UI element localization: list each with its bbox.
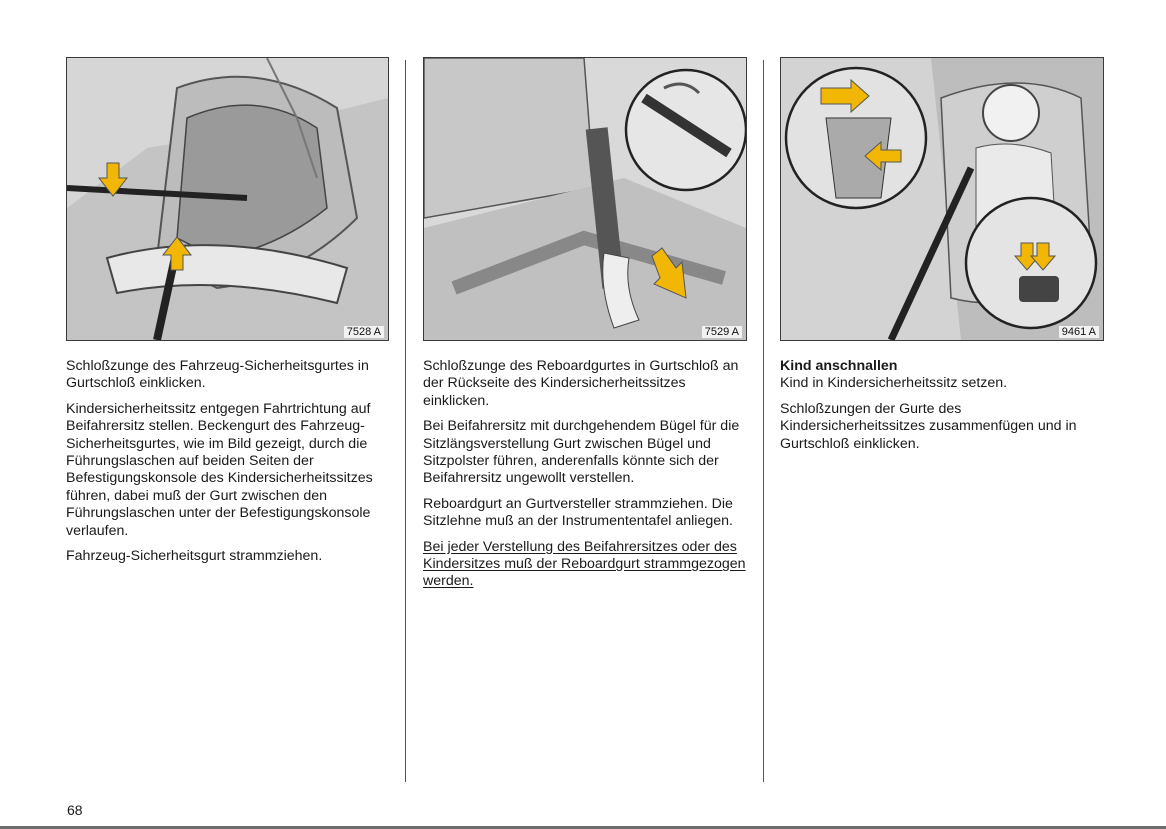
paragraph: Schloßzunge des Fahrzeug-Sicherheitsgurtes in Gurtschloß einklicken. (66, 358, 369, 392)
column-divider (763, 60, 764, 782)
reboard-belt-tightening-illustration (424, 58, 746, 340)
paragraph: Kind in Kindersicherheitssitz setzen. (780, 375, 1008, 392)
figure-7529 (423, 57, 747, 341)
paragraph: Kindersicherheitssitz entgegen Fahrtrichtung auf Beifahrersitz stellen. Beckengurt des Fahrzeug-Sicherheitsgurtes, wie im Bild gezeigt, durch die Führungslaschen auf beiden Seiten der Befestigungskonsole des Kindersicherheitssitzes führen, dabei muß der Gurt zwischen den Führungslaschen unter der Befestigungskonsole verlaufen. (66, 400, 373, 539)
paragraph: Reboardgurt an Gurtversteller strammziehen. Die Sitzlehne muß an der Instrumententafel anliegen. (423, 495, 733, 530)
figure-code: 7528 A (344, 326, 384, 338)
column-2-text (423, 358, 746, 599)
column-1-text (66, 358, 388, 573)
column-divider (405, 60, 406, 782)
figure-7528 (66, 57, 389, 341)
paragraph: Fahrzeug-Sicherheitsgurt strammziehen. (66, 548, 323, 565)
column-3-text (780, 358, 1102, 461)
figure-code: 9461 A (1059, 326, 1099, 338)
paragraph: Schloßzungen der Gurte des Kindersicherheitssitzes zusammenfügen und in Gurtschloß einklicken. (780, 400, 1077, 452)
page-number: 68 (67, 802, 83, 818)
figure-code: 7529 A (702, 326, 742, 338)
paragraph: Schloßzunge des Reboardgurtes in Gurtschloß an der Rückseite des Kindersicherheitssitzes einklicken. (423, 358, 739, 409)
underlined-note: Bei jeder Verstellung des Beifahrersitzes oder des Kindersitzes muß der Reboardgurt strammgezogen werden. (423, 538, 746, 590)
figure-9461 (780, 57, 1104, 341)
child-seat-rear-facing-illustration (67, 58, 388, 340)
section-heading: Kind anschnallen (780, 358, 898, 374)
child-buckling-illustration (781, 58, 1103, 340)
paragraph: Bei Beifahrersitz mit durchgehendem Bügel für die Sitzlängsverstellung Gurt zwischen Bügel und Sitzpolster führen, anderenfalls könnte sich der Beifahrersitz ungewollt verstellen. (423, 418, 740, 487)
